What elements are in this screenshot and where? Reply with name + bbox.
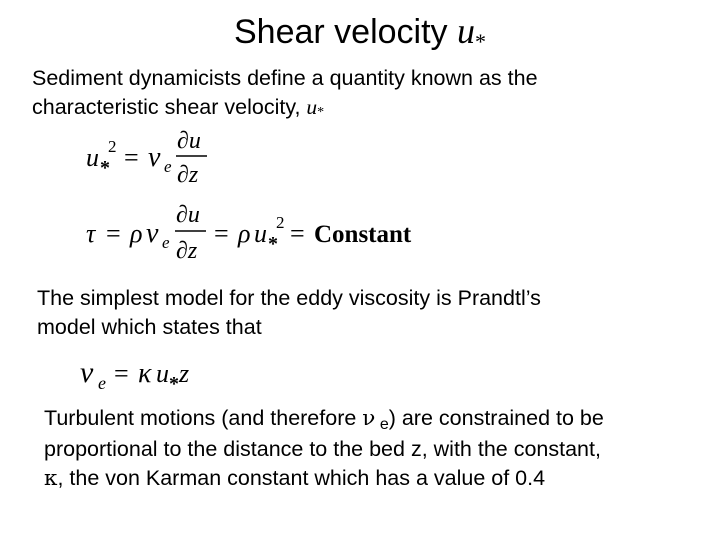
eq2-u-sup: 2 (276, 213, 285, 232)
prandtl-paragraph (37, 284, 541, 342)
eq2-equals-2: = (214, 219, 229, 248)
intro-line-2-text: characteristic shear velocity, (32, 95, 307, 119)
eq1-nu: ν (148, 142, 161, 173)
eq2-rho-2: ρ (238, 219, 251, 248)
eq1-denominator: ∂z (177, 162, 199, 188)
turbulent-line-1-a: Turbulent motions (and therefore (44, 406, 363, 430)
eq3-equals: = (114, 359, 129, 388)
prandtl-line-1: The simplest model for the eddy viscosity is Prandtl’s (37, 286, 541, 310)
intro-line-1: Sediment dynamicists define a quantity known as the (32, 66, 538, 90)
title-symbol: u (457, 11, 475, 51)
turbulent-line-1 (44, 404, 604, 435)
eq2-nu: ν (146, 218, 159, 249)
eq1-lhs-sub: * (100, 157, 110, 179)
intro-paragraph (32, 64, 538, 125)
turbulent-paragraph (44, 404, 604, 493)
eq1-equals: = (124, 143, 139, 172)
turbulent-nu-symbol: ν (362, 406, 376, 431)
equation-prandtl-model (76, 352, 216, 396)
title-text: Shear velocity (234, 13, 457, 51)
turbulent-line-3-b: , the von Karman constant which has a value of 0.4 (57, 466, 546, 490)
eq2-tau: τ (86, 219, 96, 248)
title-subscript: * (475, 29, 486, 54)
slide-title (0, 8, 720, 59)
eq2-nu-sub: e (162, 233, 170, 252)
eq2-u-sub: * (268, 233, 278, 255)
eq2-u: u (254, 219, 267, 248)
eq3-nu-sub: e (98, 373, 106, 393)
eq2-numerator: ∂u (176, 202, 200, 228)
eq3-nu: ν (80, 356, 94, 389)
prandtl-line-2: model which states that (37, 315, 262, 339)
equation-shear-velocity (80, 122, 240, 192)
eq3-u: u (156, 359, 169, 388)
eq2-denominator: ∂z (176, 238, 198, 264)
intro-line-2 (32, 93, 538, 125)
eq1-lhs-sup: 2 (108, 137, 117, 156)
eq3-u-sub: * (169, 373, 179, 395)
eq2-constant: Constant (314, 221, 412, 248)
eq1-nu-sub: e (164, 157, 172, 176)
eq1-numerator: ∂u (177, 128, 201, 154)
eq3-kappa: κ (138, 358, 152, 389)
turbulent-line-1-b: ) are constrained to be (388, 406, 604, 430)
eq2-rho: ρ (130, 219, 143, 248)
turbulent-line-3 (44, 464, 604, 493)
turbulent-kappa-symbol: κ (44, 466, 58, 491)
equation-shear-stress (80, 196, 440, 268)
eq2-equals-3: = (290, 219, 305, 248)
eq3-z: z (179, 359, 190, 388)
turbulent-line-2: proportional to the distance to the bed z, with the constant, (44, 437, 601, 461)
eq1-lhs-base: u (86, 143, 99, 172)
turbulent-nu-sub: e (375, 416, 389, 433)
eq2-equals-1: = (106, 219, 121, 248)
intro-symbol: u (306, 95, 318, 119)
intro-subscript: * (317, 105, 325, 120)
